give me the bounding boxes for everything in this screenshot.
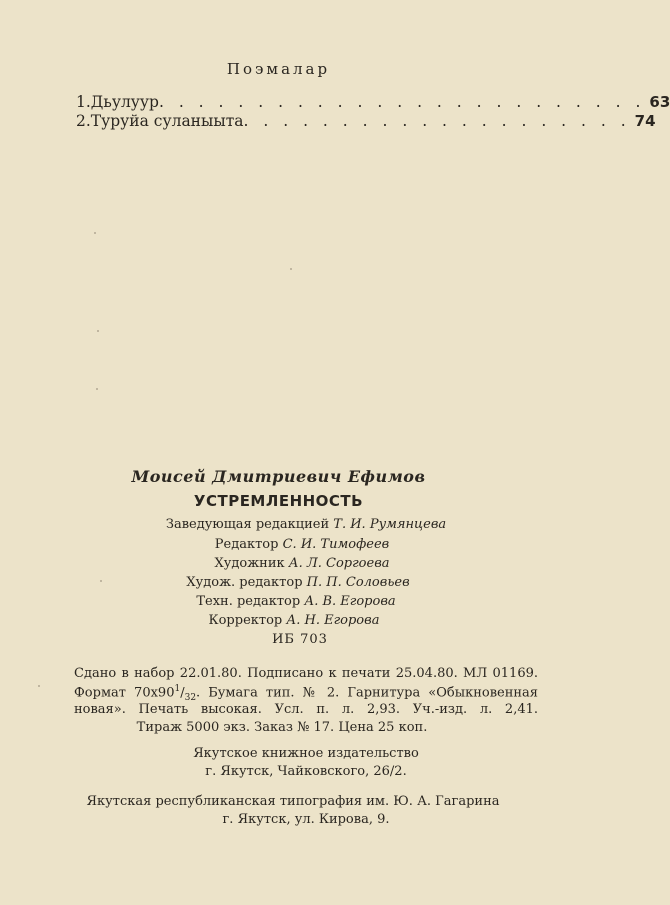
credit-name: Т. И. Румянцева xyxy=(333,517,447,532)
imprint-line: Тираж 5000 экз. Заказ № 17. Цена 25 коп. xyxy=(136,720,428,735)
toc-item xyxy=(76,93,670,113)
toc-item-page: 63 xyxy=(649,93,670,111)
publisher-address: г. Якутск, Чайковского, 26/2. xyxy=(205,764,407,779)
imprint-line: Сдано в набор 22.01.80. Подписано к печати 25.04.80. МЛ 01169. xyxy=(74,666,538,681)
publisher-name: Якутское книжное издательство xyxy=(193,746,419,761)
credit-name: А. Н. Егорова xyxy=(286,613,380,628)
credit-line xyxy=(0,613,594,628)
paper-speck xyxy=(100,580,102,582)
ib-number: ИБ 703 xyxy=(272,632,328,647)
fraction-denominator: 32 xyxy=(184,692,197,703)
credit-name: А. Л. Соргоева xyxy=(288,556,390,571)
credit-role: Техн. редактор xyxy=(196,594,301,609)
imprint-line: новая». Печать высокая. Усл. п. л. 2,93. Уч.-изд. л. 2,41. xyxy=(74,702,538,717)
credit-line xyxy=(0,575,598,590)
author-name: Моисей Дмитриевич Ефимов xyxy=(131,467,426,486)
credit-line xyxy=(2,556,602,571)
credit-name: П. П. Соловьев xyxy=(306,575,410,590)
credit-line xyxy=(2,537,602,552)
fraction-numerator: 1 xyxy=(174,684,181,694)
credit-role: Художник xyxy=(214,556,285,571)
book-title: УСТРЕМЛЕННОСТЬ xyxy=(193,492,364,510)
toc-item xyxy=(76,112,656,132)
imprint-paper: . Бумага тип. № 2. Гарнитура «Обыкновенная xyxy=(196,685,538,701)
toc-item-number: 1. xyxy=(76,93,91,111)
paper-speck xyxy=(94,232,96,234)
credit-role: Редактор xyxy=(214,537,279,552)
toc-leader-dots: . . . . . . . . . . . . . . . . . . . . xyxy=(243,112,631,130)
toc-item-title: Туруйа суланыыта xyxy=(90,112,244,130)
printer-address: г. Якутск, ул. Кирова, 9. xyxy=(222,812,390,827)
paper-speck xyxy=(96,388,98,390)
credit-role: Худож. редактор xyxy=(186,575,303,590)
paper-speck xyxy=(97,330,99,332)
paper-speck xyxy=(290,268,292,270)
toc-item-title: Дьулуур xyxy=(90,93,159,111)
toc-heading: Поэмалар xyxy=(226,60,331,78)
credit-role: Корректор xyxy=(208,613,283,628)
credit-role: Заведующая редакцией xyxy=(165,517,330,532)
imprint-format: Формат 70x90 xyxy=(74,685,175,701)
credit-name: А. В. Егорова xyxy=(304,594,396,609)
toc-item-number: 2. xyxy=(76,112,91,130)
credit-name: С. И. Тимофеев xyxy=(282,537,390,552)
toc-item-page: 74 xyxy=(634,112,656,130)
paper-speck xyxy=(38,685,40,687)
printer-name: Якутская республиканская типография им. Ю. А. Гагарина xyxy=(86,794,500,809)
credit-line xyxy=(0,594,596,609)
imprint-line: Формат $70x90^1/_{32}$. Бумага тип. № 2. Гарнитура «Обыкновенная xyxy=(74,684,538,703)
credit-line xyxy=(6,517,606,532)
toc-leader-dots: . . . . . . . . . . . . . . . . . . . . . . . . . xyxy=(158,93,646,111)
